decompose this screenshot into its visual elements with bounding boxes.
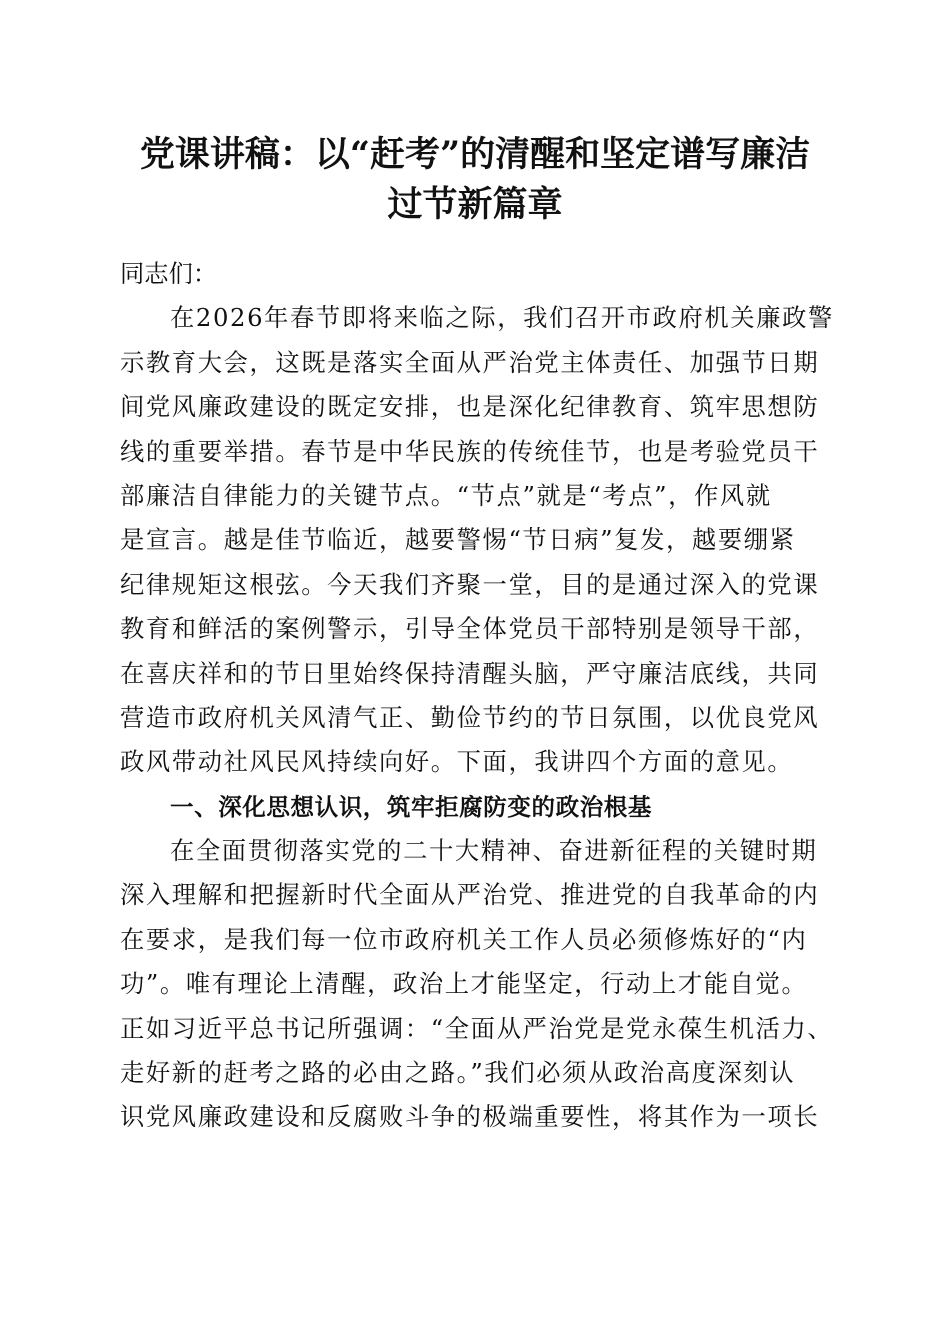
paragraph-line: 深入理解和把握新时代全面从严治党、推进党的自我革命的内 <box>120 880 820 910</box>
paragraph-line: 营造市政府机关风清气正、勤俭节约的节日氛围，以优良党风 <box>120 702 820 732</box>
section-heading-1: 一、深化思想认识，筑牢拒腐防变的政治根基 <box>170 792 652 821</box>
document-title <box>110 130 840 230</box>
paragraph-line: 间党风廉政建设的既定安排，也是深化纪律教育、筑牢思想防 <box>120 392 820 422</box>
paragraph-line: 在喜庆祥和的节日里始终保持清醒头脑，严守廉洁底线，共同 <box>120 658 820 688</box>
document-body <box>120 252 832 1140</box>
paragraph-line: 在2026年春节即将来临之际，我们召开市政府机关廉政警 <box>170 303 834 333</box>
paragraph-line: 教育和鲜活的案例警示，引导全体党员干部特别是领导干部， <box>120 614 820 644</box>
paragraph-section-1 <box>120 829 832 1140</box>
paragraph-line: 是宣言。越是佳节临近，越要警惕“节日病”复发，越要绷紧 <box>120 525 796 555</box>
paragraph-line: 纪律规矩这根弦。今天我们齐聚一堂，目的是通过深入的党课 <box>120 569 820 599</box>
paragraph-line: 政风带动社风民风持续向好。下面，我讲四个方面的意见。 <box>120 747 794 777</box>
title-line-2: 过节新篇章 <box>387 184 563 225</box>
paragraph-line: 正如习近平总书记所强调：“全面从严治党是党永葆生机活力、 <box>120 1013 834 1043</box>
paragraph-line: 功”。唯有理论上清醒，政治上才能坚定，行动上才能自觉。 <box>120 969 808 999</box>
paragraph-line: 示教育大会，这既是落实全面从严治党主体责任、加强节日期 <box>120 347 820 377</box>
paragraph-line: 部廉洁自律能力的关键节点。“节点”就是“考点”，作风就 <box>120 480 772 510</box>
paragraph-line: 走好新的赶考之路的必由之路。”我们必须从政治高度深刻认 <box>120 1058 796 1088</box>
paragraph-line: 在全面贯彻落实党的二十大精神、奋进新征程的关键时期 <box>170 836 818 866</box>
paragraph-line: 识党风廉政建设和反腐败斗争的极端重要性，将其作为一项长 <box>120 1102 820 1132</box>
paragraph-line: 线的重要举措。春节是中华民族的传统佳节，也是考验党员干 <box>120 436 820 466</box>
paragraph-line: 在要求，是我们每一位市政府机关工作人员必须修炼好的“内 <box>120 924 808 954</box>
salutation: 同志们： <box>120 259 218 288</box>
paragraph-intro <box>120 296 832 784</box>
title-line-1: 党课讲稿：以“赶考”的清醒和坚定谱写廉洁 <box>139 134 811 175</box>
